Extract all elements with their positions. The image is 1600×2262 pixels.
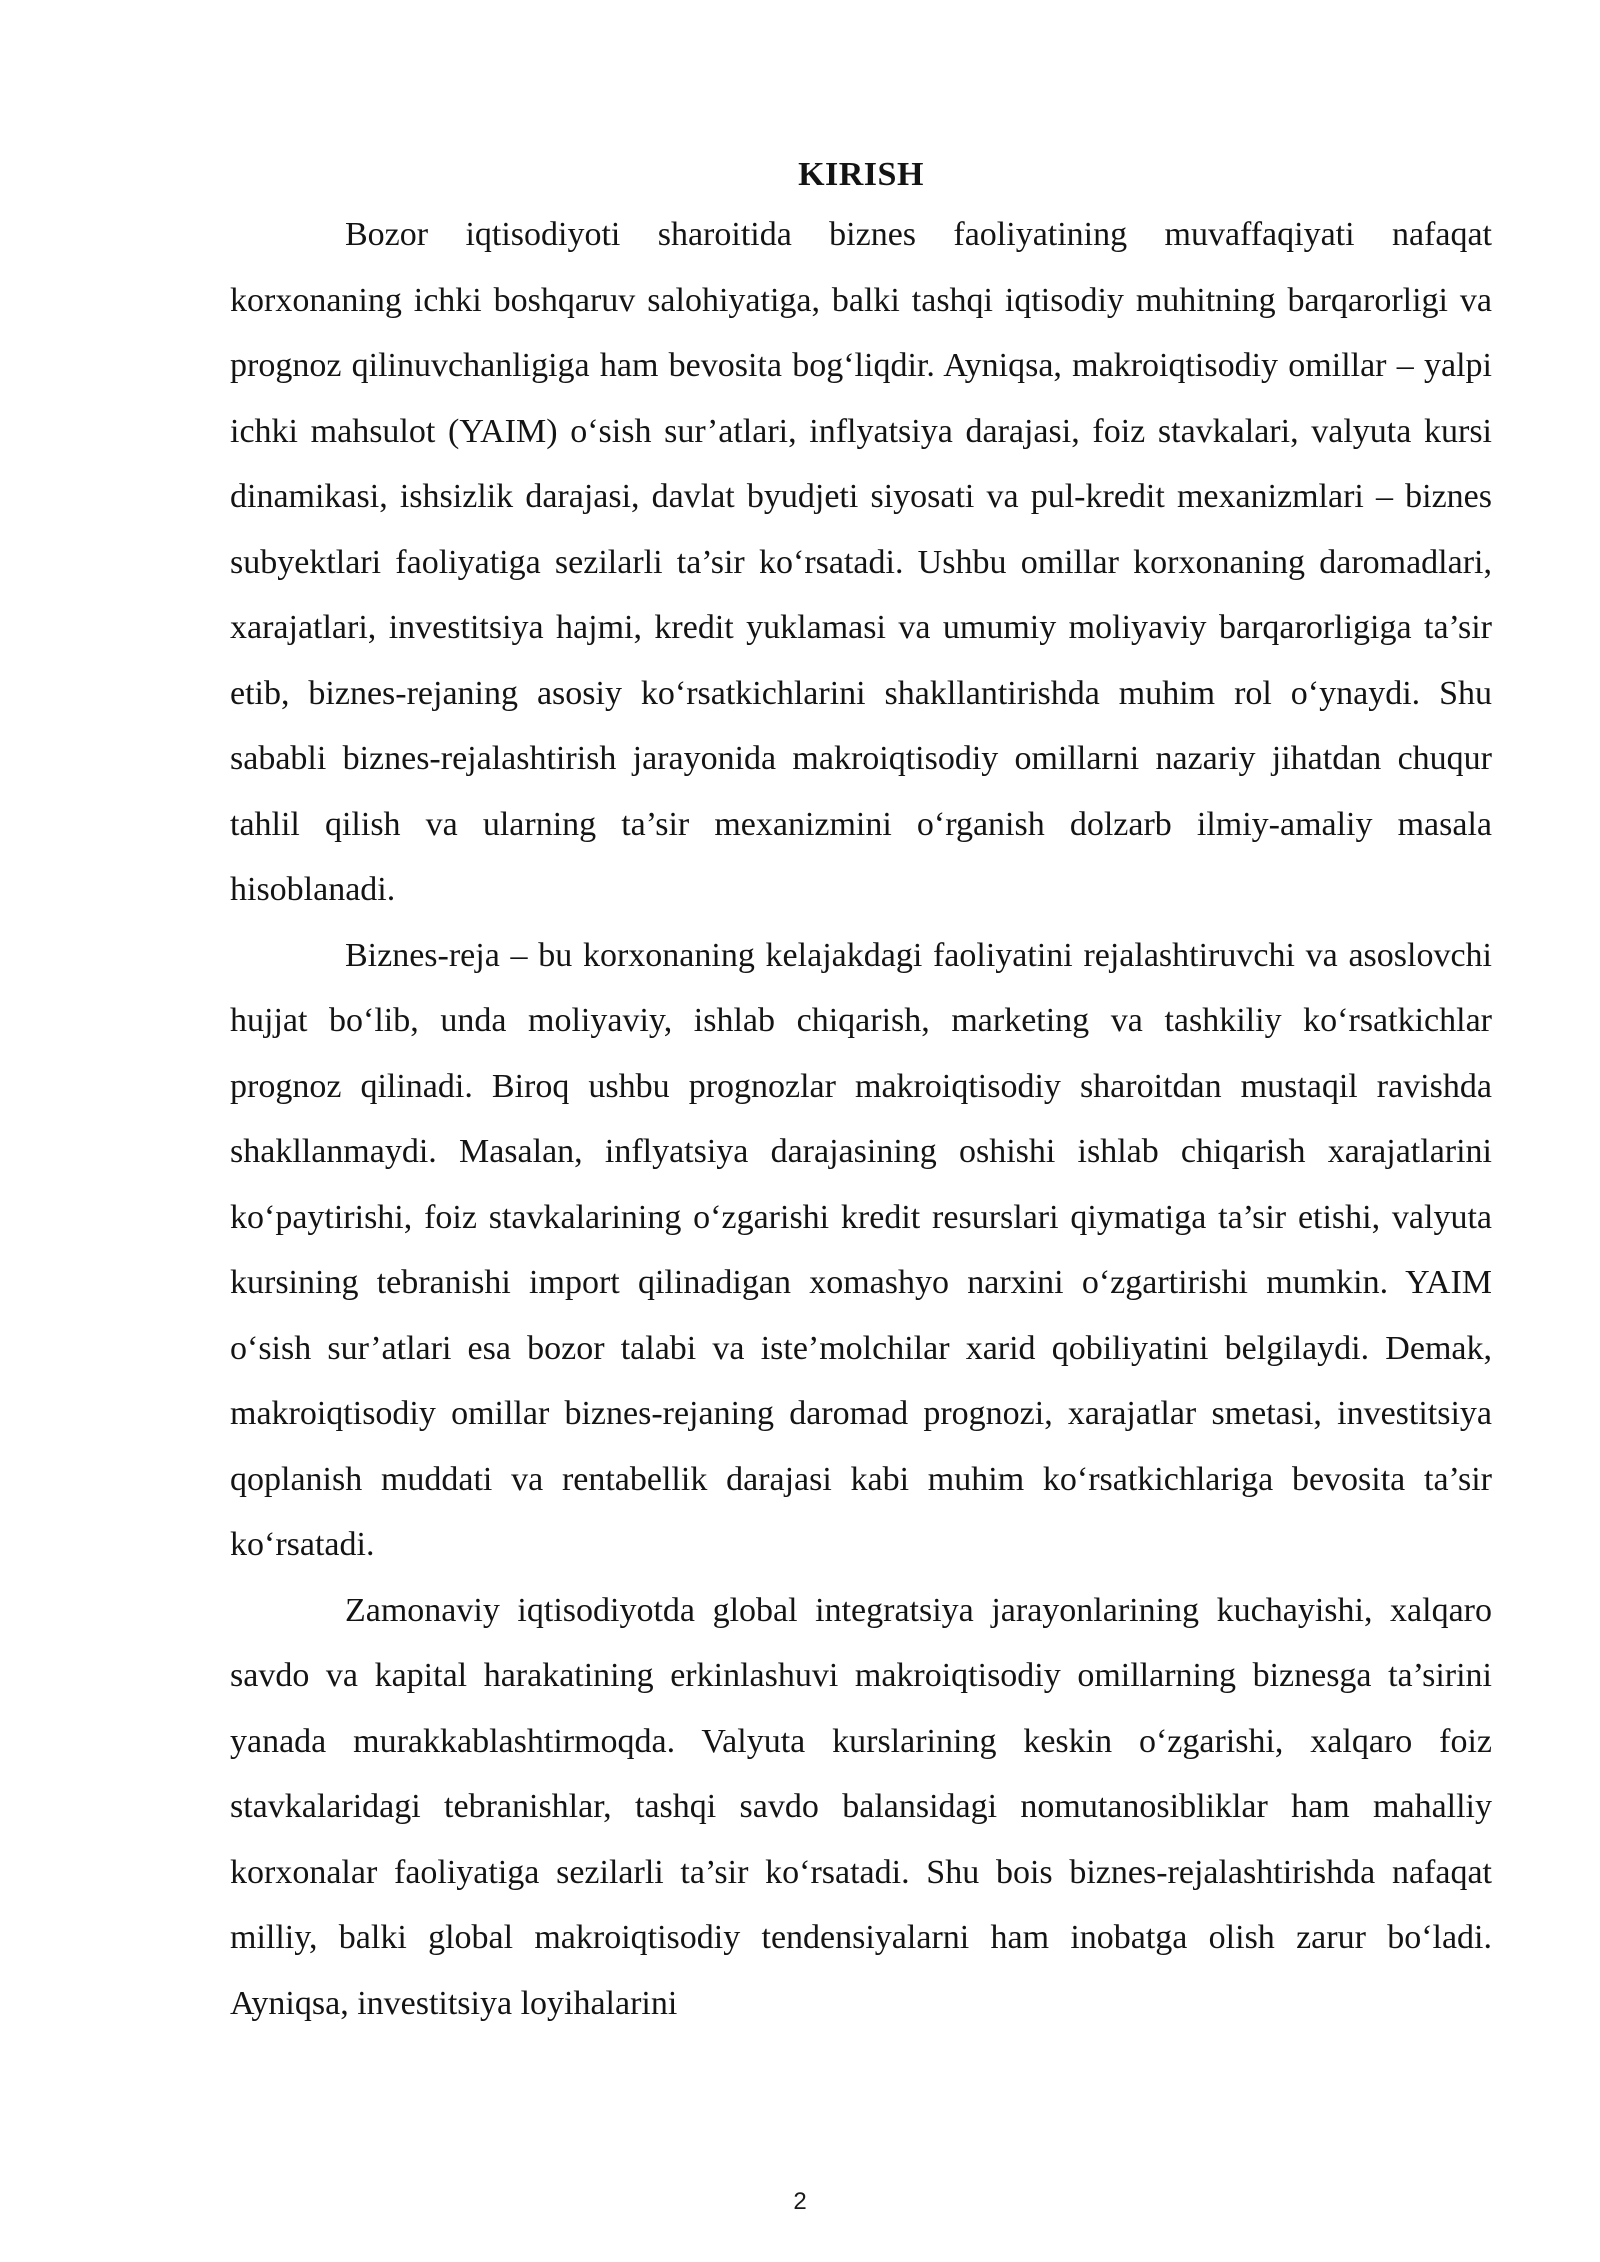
paragraph-2: Biznes-reja – bu korxonaning kelajakdagi faoliyatini rejalashtiruvchi va asoslovchi hujjat bo‘lib, unda moliyaviy, ishlab chiqarish, marketing va tashkiliy ko‘rsatkichlar prognoz qilinadi. Biroq ushbu prognozlar makroiqtisodiy sharoitdan mustaqil ravishda shakllanmaydi. Masalan, inflyatsiya darajasining oshishi ishlab chiqarish xarajatlarini ko‘paytirishi, foiz stavkalarining o‘zgarishi kredit resurslari qiymatiga ta’sir etishi, valyuta kursining tebranishi import qilinadigan xomashyo narxini o‘zgartirishi mumkin. YAIM o‘sish sur’atlari esa bozor talabi va iste’molchilar xarid qobiliyatini belgilaydi. Demak, makroiqtisodiy omillar biznes-rejaning daromad prognozi, xarajatlar smetasi, investitsiya qoplanish muddati va rentabellik darajasi kabi muhim ko‘rsatkichlariga bevosita ta’sir ko‘rsatadi. [230, 936, 1492, 1563]
paragraph-1: Bozor iqtisodiyoti sharoitida biznes faoliyatining muvaffaqiyati nafaqat korxonaning ichki boshqaruv salohiyatiga, balki tashqi iqtisodiy muhitning barqarorligi va prognoz qilinuvchanligiga ham bevosita bog‘liqdir. Ayniqsa, makroiqtisodiy omillar – yalpi ichki mahsulot (YAIM) o‘sish sur’atlari, inflyatsiya darajasi, foiz stavkalari, valyuta kursi dinamikasi, ishsizlik darajasi, davlat byudjeti siyosati va pul-kredit mexanizmlari – biznes subyektlari faoliyatiga sezilarli ta’sir ko‘rsatadi. Ushbu omillar korxonaning daromadlari, xarajatlari, investitsiya hajmi, kredit yuklamasi va umumiy moliyaviy barqarorligiga ta’sir etib, biznes-rejaning asosiy ko‘rsatkichlarini shakllantirishda muhim rol o‘ynaydi. Shu sababli biznes-rejalashtirish jarayonida makroiqtisodiy omillarni nazariy jihatdan chuqur tahlil qilish va ularning ta’sir mexanizmini o‘rganish dolzarb ilmiy-amaliy masala hisoblanadi. [230, 216, 1492, 908]
document-body [230, 150, 1492, 2036]
paragraph-3: Zamonaviy iqtisodiyotda global integratsiya jarayonlarining kuchayishi, xalqaro savdo va kapital harakatining erkinlashuvi makroiqtisodiy omillarning biznesga ta’sirini yanada murakkablashtirmoqda. Valyuta kurslarining keskin o‘zgarishi, xalqaro foiz stavkalaridagi tebranishlar, tashqi savdo balansidagi nomutanosibliklar ham mahalliy korxonalar faoliyatiga sezilarli ta’sir ko‘rsatadi. Shu bois biznes-rejalashtirishda nafaqat milliy, balki global makroiqtisodiy tendensiyalarni ham inobatga olish zarur bo‘ladi. Ayniqsa, investitsiya loyihalarini [230, 1591, 1492, 2022]
section-title: KIRISH [798, 156, 924, 193]
page-number: 2 [793, 2188, 807, 2215]
